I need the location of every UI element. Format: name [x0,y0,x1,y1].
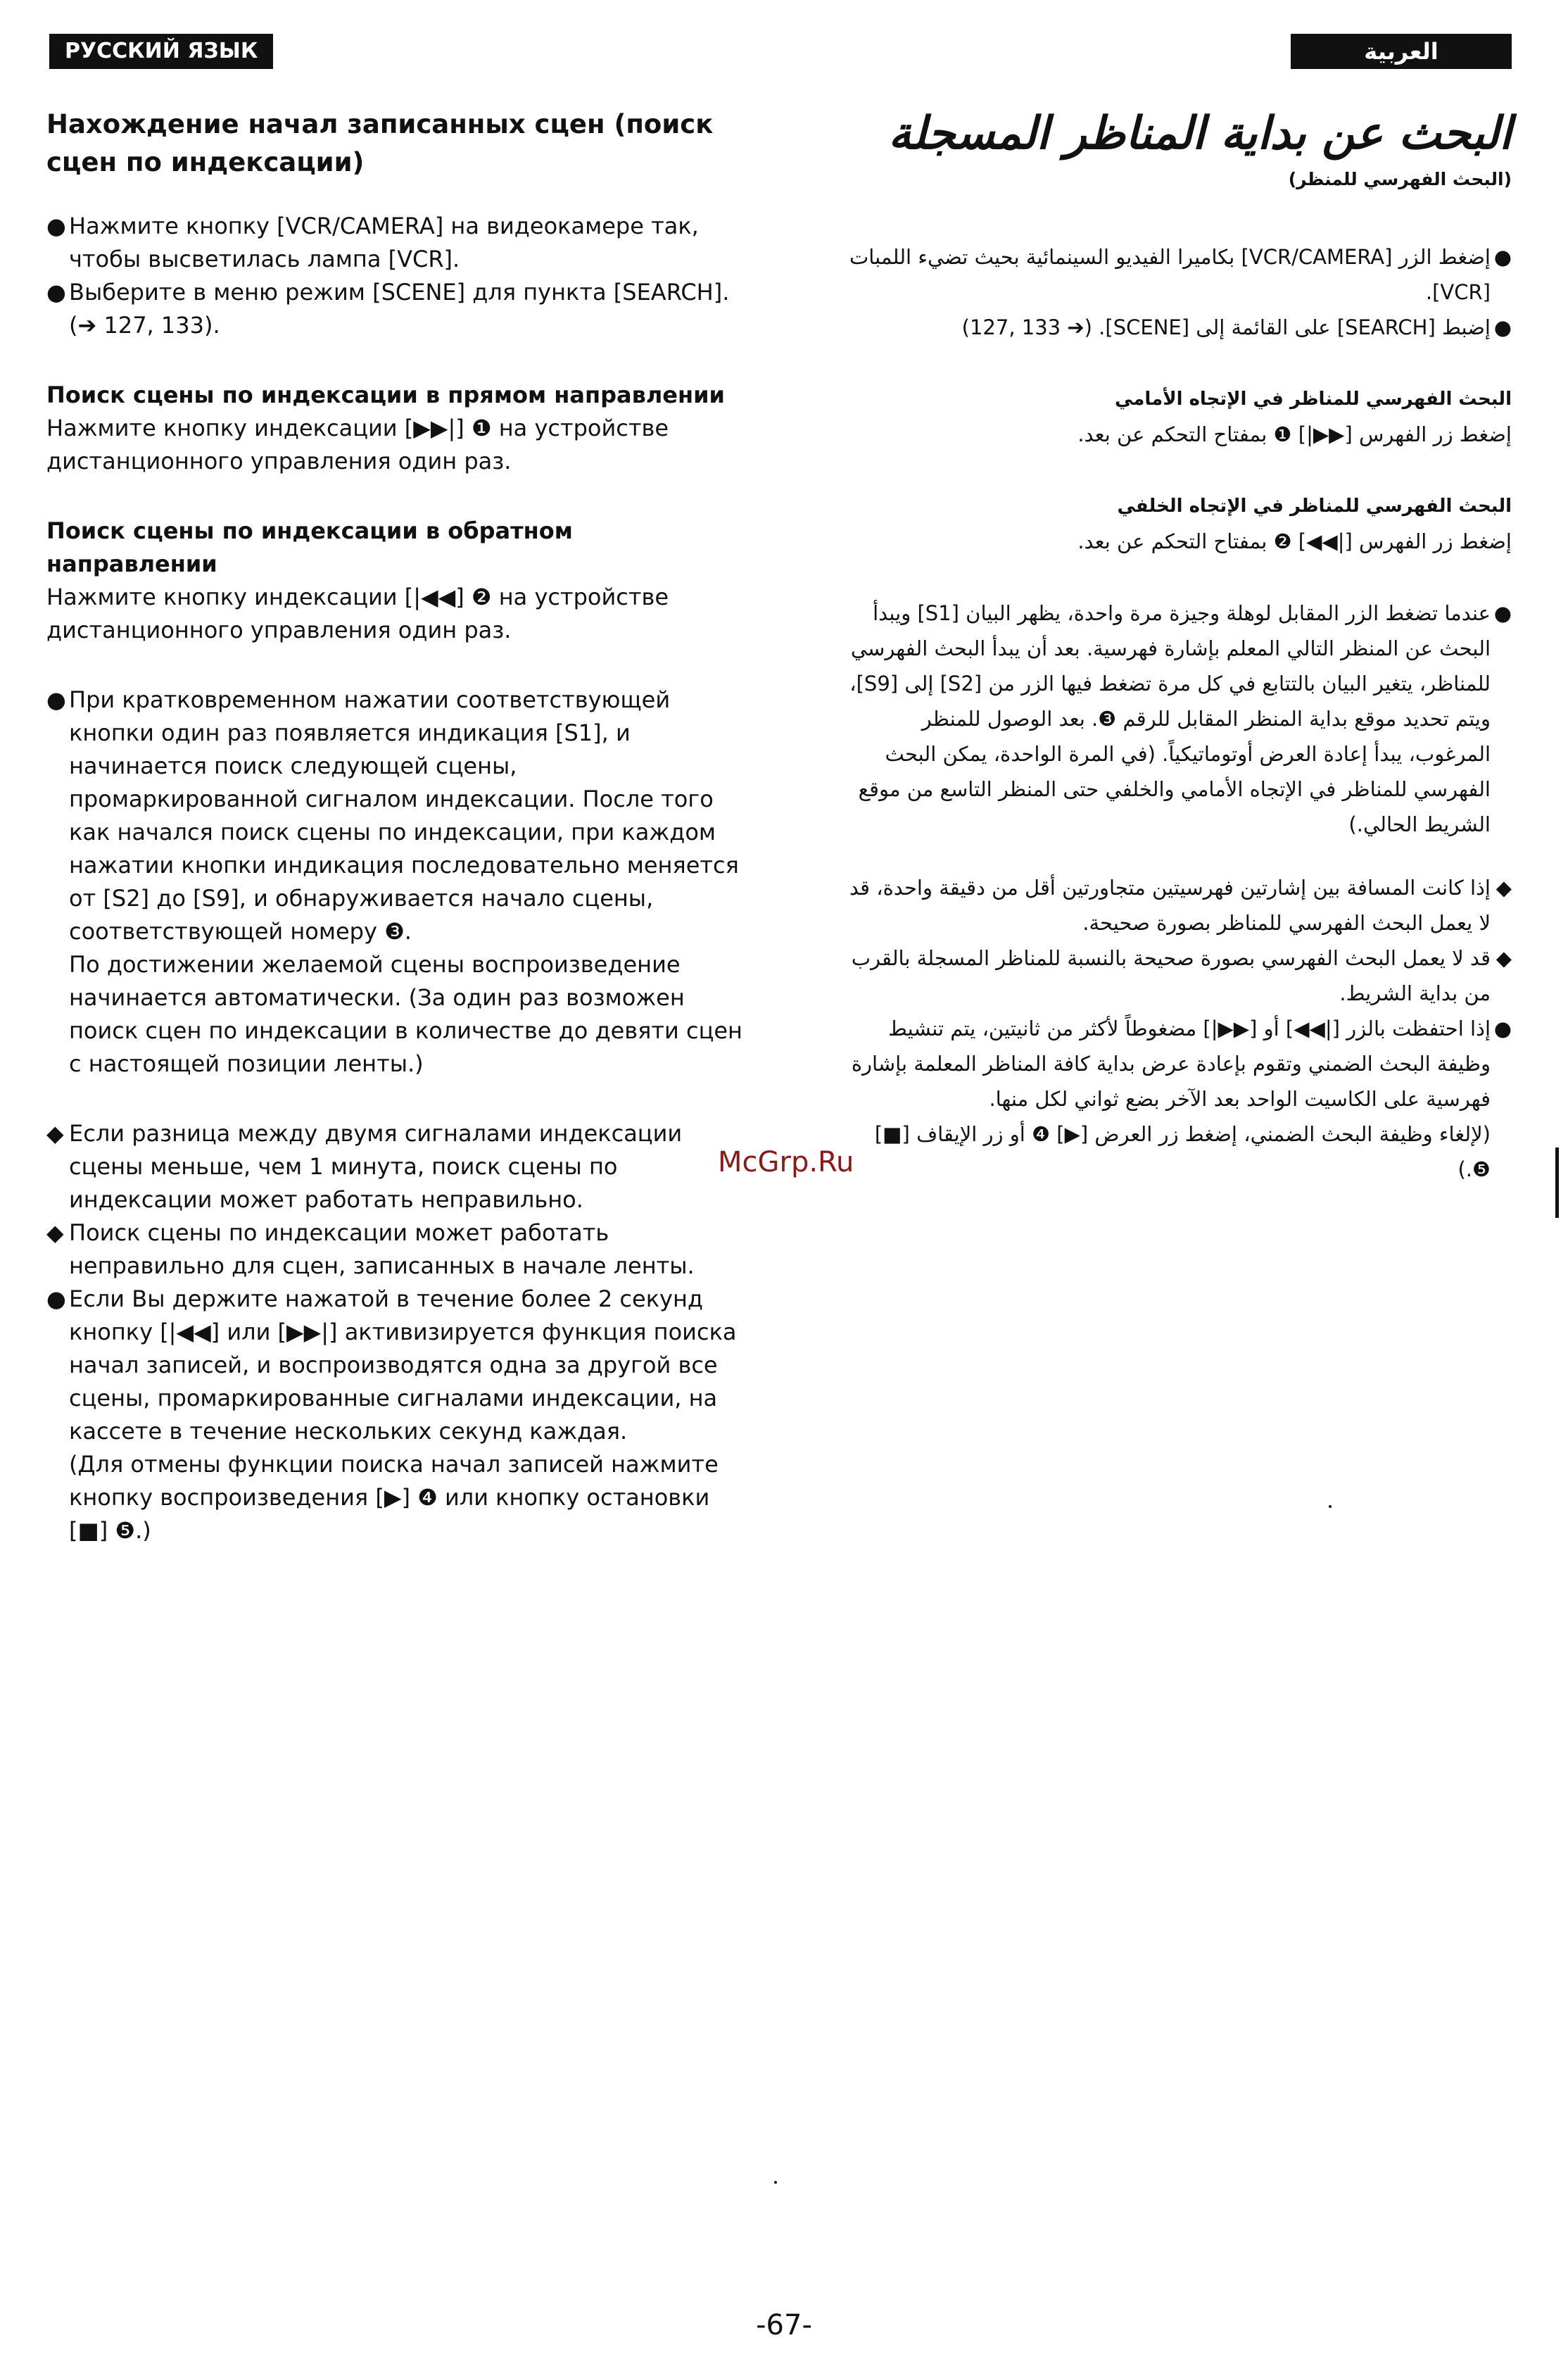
ru-section-title: Нахождение начал записанных сцен (поиск сцен по индексации) [46,109,714,177]
ru-forward-title: Поиск сцены по индексации в прямом направлении [46,382,725,408]
page-number: -67- [756,2309,812,2341]
ar-forward-text: إضغط زر الفهرس [▶▶|] ❶ بمفتاح التحكم عن بعد. [1077,422,1512,446]
ru-backward-text: Нажмите кнопку индексации [|◀◀] ❷ на устройстве дистанционного управления один раз. [46,584,669,643]
ar-section-title: البحث عن بداية المناظر المسجلة [888,107,1512,160]
ar-main-bullet: ● عندما تضغط الزر المقابل لوهلة وجيزة مرة واحدة، يظهر البيان [S1] ويبدأ البحث عن المنظر التالي المعلم بإشارة فهرسية. بعد أن يبدأ البحث الفهرسي للمناظر، يتغير البيان بالتتابع في كل مرة تضغط فيها الزر من [S2] إلى [S9]، ويتم تحديد موقع بداية المنظر المقابل للرقم ❸. بعد الوصول للمنظر المرغوب، يبدأ إعادة العرض أوتوماتيكياً. (في المرة الواحدة، يمكن البحث الفهرسي للمناظر في الإتجاه الأمامي والخلفي حتى المنظر التاسع من موقع الشريط الحالي.) [849,601,1512,836]
ar-note-item: ◆ قد لا يعمل البحث الفهرسي بصورة صحيحة بالنسبة للمناظر المسجلة بالقرب من بداية الشريط. [851,946,1512,1005]
ar-section-subtitle: (البحث الفهرسي للمنظر) [1288,169,1512,189]
margin-bar [1555,1147,1559,1218]
ar-note-item: ● إذا احتفظت بالزر [|◀◀] أو [▶▶|] مضغوطاً لأكثر من ثانيتين، يتم تنشيط وظيفة البحث الضمني وتقوم بإعادة عرض بداية كافة المناظر المعلمة بإشارة فهرسية على الكاسيت الواحد بعد الآخر بضع ثواني لكل منها. [851,1017,1512,1111]
ru-backward-title: Поиск сцены по индексации в обратном направлении [46,517,573,577]
ru-note-item: ◆ Если разница между двумя сигналами индексации сцены меньше, чем 1 минута, поиск сцены по индексации может работать неправильно. [46,1120,683,1213]
ar-intro-item: ● إضبط [SEARCH] على القائمة إلى [SCENE]. (➔ 127, 133) [961,315,1512,339]
ru-note-item: ◆ Поиск сцены по индексации может работать неправильно для сцен, записанных в начале ленты. [46,1219,695,1279]
ru-note-item: ● Если Вы держите нажатой в течение более 2 секунд кнопку [|◀◀] или [▶▶|] активизируется функция поиска начал записей, и воспроизводятся одна за другой все сцены, промаркированные сигналами индексации, на кассете в течение нескольких секунд каждая. [46,1285,737,1445]
ru-main-bullet: ● При кратковременном нажатии соответствующей кнопки один раз появляется индикация [S1], и начинается поиск следующей сцены, промаркированной сигналом индексации. После того как начался поиск сцены по индексации, при каждом нажатии кнопки индикация последовательно меняется от [S2] до [S9], и обнаруживается начало сцены, соответствующей номеру ❸. [46,686,739,945]
ru-cancel-note: (Для отмены функции поиска начал записей нажмите кнопку воспроизведения [▶] ❹ или кнопку остановки [■] ❺.) [69,1451,719,1544]
ru-intro-item: ● Нажмите кнопку [VCR/CAMERA] на видеокамере так, чтобы высветилась лампа [VCR]. [46,213,699,272]
ar-note-item: ◆ إذا كانت المسافة بين إشارتين فهرسيتين متجاورتين أقل من دقيقة واحدة، قد لا يعمل البحث الفهرسي للمناظر بصورة صحيحة. [849,876,1512,935]
watermark-text: McGrp.Ru [718,1146,854,1178]
ru-main-bullet-continued: По достижении желаемой сцены воспроизведение начинается автоматически. (За один раз возможен поиск сцен по индексации в количестве до девяти сцен с настоящей позиции ленты.) [69,951,742,1077]
ar-backward-text: إضغط زر الفهرس [|◀◀] ❷ بمفتاح التحكم عن بعد. [1077,529,1512,553]
speck [1329,1505,1332,1508]
language-tag-arabic: العربية [1291,34,1512,69]
russian-column [46,106,743,1547]
ar-intro-item: ● إضغط الزر [VCR/CAMERA] بكاميرا الفيديو السينمائية بحيث تضيء اللمبات [VCR]. [849,245,1512,304]
ar-backward-title: البحث الفهرسي للمناظر في الإتجاه الخلفي [1117,496,1512,517]
ar-forward-title: البحث الفهرسي للمناظر في الإتجاه الأمامي [1114,389,1512,410]
ru-intro-item: ● Выберите в меню режим [SCENE] для пункта [SEARCH]. (➔ 127, 133). [46,279,730,339]
speck [774,2181,777,2184]
ru-forward-text: Нажмите кнопку индексации [▶▶|] ❶ на устройстве дистанционного управления один раз. [46,415,669,474]
arabic-column [836,106,1512,1187]
language-tag-russian: РУССКИЙ ЯЗЫК [49,34,273,69]
ar-cancel-note: (لإلغاء وظيفة البحث الضمني، إضغط زر العرض [▶] ❹ أو زر الإيقاف [■] ❺.) [874,1122,1491,1181]
